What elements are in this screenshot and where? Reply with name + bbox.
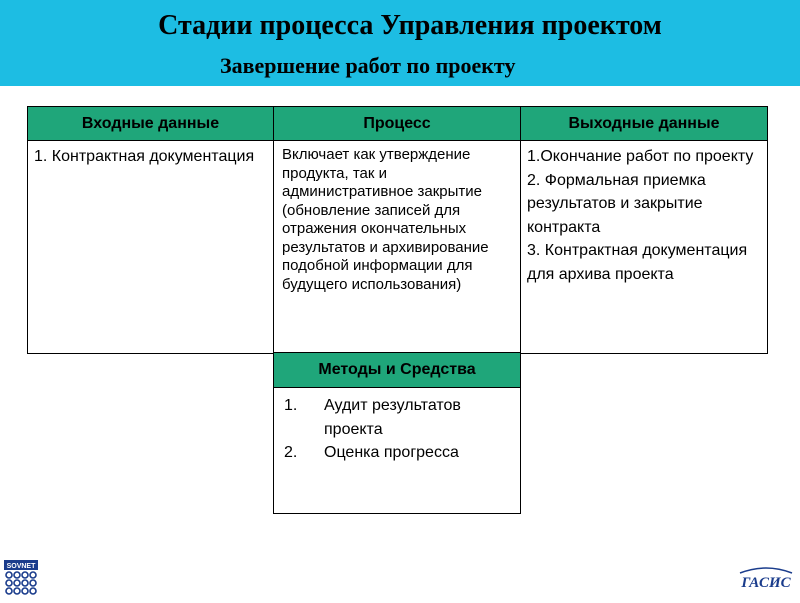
inputs-cell [27,140,274,354]
methods-header: Методы и Средства [273,352,521,388]
process-description: Включает как утверждение продукта, так и административное закрытие (обновление записей для отражения окончательных результатов и архивирование подобной информации для будущего использования) [282,146,489,293]
methods-item-number: 1. [284,397,298,414]
methods-list-item [284,394,514,441]
output-item-1: 1.Окончание работ по проекту [527,148,754,165]
column-header-inputs: Входные данные [27,106,274,141]
column-header-outputs: Выходные данные [520,106,768,141]
outputs-cell [520,140,768,354]
title-banner [0,0,800,86]
methods-item-number: 2. [284,444,298,461]
methods-item-text: Аудит результатов проекта [324,397,461,438]
process-cell [273,140,521,354]
input-item: 1. Контрактная документация [34,148,255,165]
page-title: Стадии процесса Управления проектом [158,10,662,41]
sovnet-logo-text: SOVNET [6,563,36,570]
methods-list-item [284,441,514,465]
output-item-2: 2. Формальная приемка результатов и закрытие контракта [527,171,706,236]
column-header-process: Процесс [273,106,521,141]
output-item-3: 3. Контрактная документация для архива проекта [527,242,748,283]
page-subtitle: Завершение работ по проекту [220,53,516,78]
methods-item-text: Оценка прогресса [324,444,459,461]
methods-cell [273,387,521,514]
sovnet-logo [4,560,38,598]
methods-list [284,394,514,465]
gasis-logo-graphic [738,565,794,593]
gasis-logo-text: ГАСИС [741,575,791,591]
sovnet-logo-graphic [4,560,38,598]
gasis-logo [738,565,794,593]
